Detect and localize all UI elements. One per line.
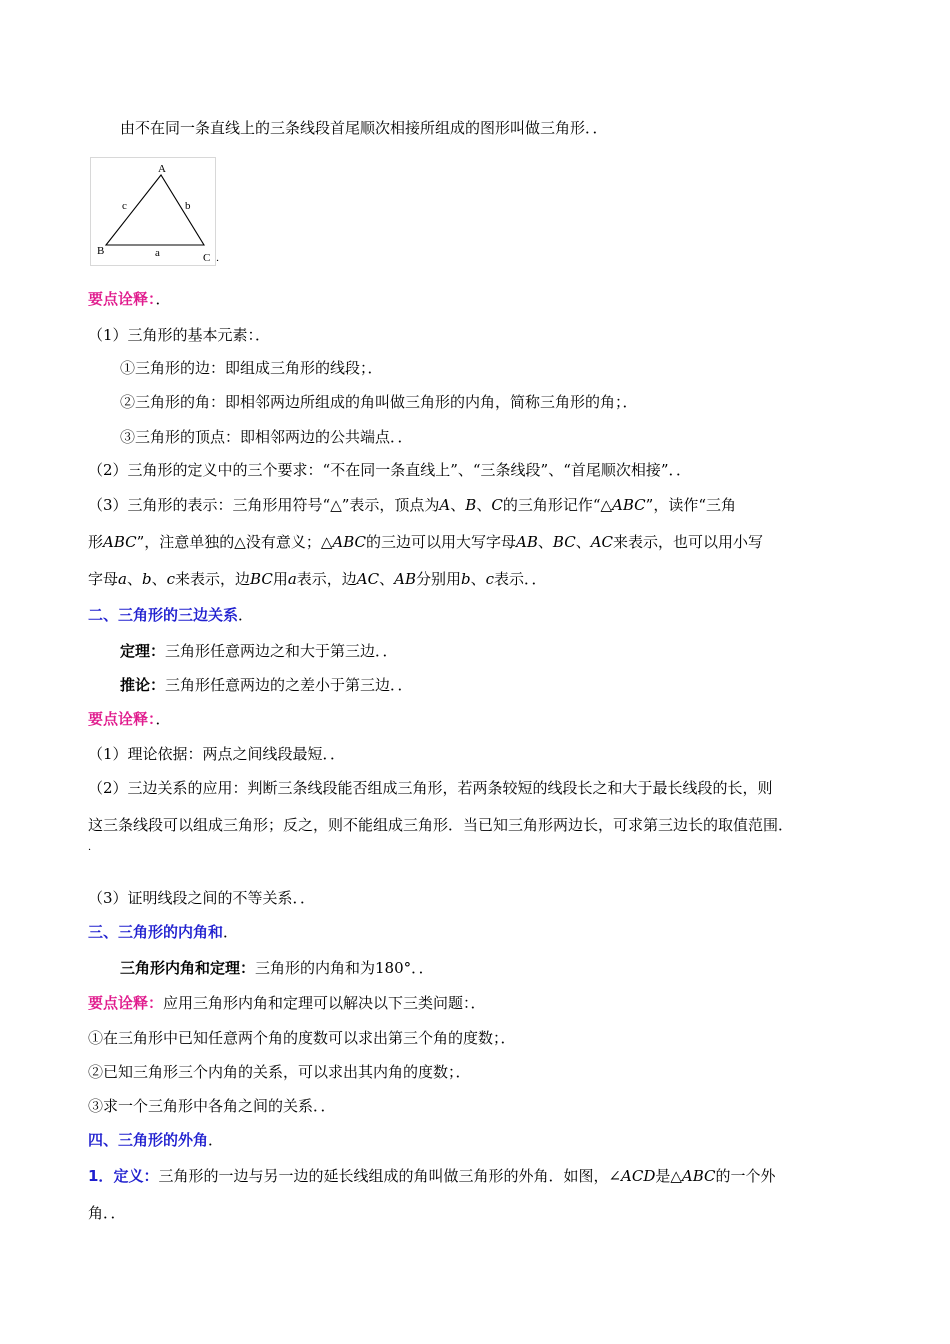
note-trail: ．: [155, 290, 171, 308]
note-heading-1: [88, 289, 171, 309]
note-heading-2: [88, 709, 171, 729]
text-run: 用: [272, 570, 288, 588]
math-var: b: [461, 570, 471, 588]
math-var: BC: [250, 570, 273, 588]
math-var: ACD: [621, 1167, 656, 1185]
note-label: 要点诠释：: [88, 994, 164, 1012]
text-run: 的三边可以用大写字母: [366, 533, 517, 551]
math-var: ABC: [332, 533, 367, 551]
corollary-label: 推论：: [120, 676, 166, 694]
sec3-item2: ②已知三角形三个内角的关系，可以求出其内角的度数；．: [88, 1063, 471, 1081]
sec1-p3-line3: [88, 569, 547, 589]
text-run: 三角形的一边与另一边的延长线组成的角叫做三角形的外角．如图，∠: [158, 1167, 622, 1185]
text-run: 、: [379, 570, 395, 588]
title-trail: ．: [223, 923, 239, 941]
math-var: ABC: [103, 533, 137, 551]
theorem-label: 定理：: [120, 642, 166, 660]
text-run: 、: [450, 496, 466, 514]
text-run: 的一个外: [715, 1167, 776, 1185]
sec1-p2: （2）三角形的定义中的三个要求：“不在同一条直线上”、“三条线段”、“首尾顺次相接”．．: [88, 461, 692, 479]
text-run: 字母: [88, 570, 119, 588]
math-var: BC: [552, 533, 576, 551]
sec1-p1a: ①三角形的边：即组成三角形的线段；．: [120, 359, 383, 377]
exterior-angle-definition-line2: 角．．: [88, 1204, 126, 1222]
side-label-b: b: [185, 200, 191, 212]
theorem-label: 三角形内角和定理：: [120, 959, 256, 977]
math-var: a: [287, 570, 297, 588]
math-var: c: [166, 570, 176, 588]
math-var: c: [485, 570, 495, 588]
math-var: AC: [590, 533, 614, 551]
sec1-p1b: ②三角形的角：即相邻两边所组成的角叫做三角形的内角，简称三角形的角；．: [120, 393, 638, 411]
text-run: 来表示，边: [175, 570, 251, 588]
sec3-item3: ③求一个三角形中各角之间的关系．．: [88, 1097, 336, 1115]
math-var: AC: [356, 570, 380, 588]
text-run: （3）三角形的表示：三角形用符号“△”表示，顶点为: [88, 496, 440, 514]
title-trail: ．: [238, 606, 254, 624]
math-var: ABC: [612, 496, 646, 514]
sec2-p2-line3: ．: [88, 842, 98, 853]
section-title: 二、三角形的三边关系: [88, 606, 239, 624]
triangle-figure: [90, 157, 230, 269]
sec2-p3: （3）证明线段之间的不等关系．．: [88, 889, 316, 907]
text-run: 的三角形记作“△: [502, 496, 613, 514]
corollary-line: [120, 675, 413, 695]
sec1-p3-line2: [88, 532, 763, 552]
title-trail: ．: [208, 1131, 224, 1149]
theorem-line: [120, 641, 398, 661]
vertex-label-a: A: [158, 163, 166, 175]
math-var: AB: [394, 570, 416, 588]
text-run: 、: [126, 570, 142, 588]
sec3-item1: ①在三角形中已知任意两个角的度数可以求出第三个角的度数；．: [88, 1029, 516, 1047]
figure-trail: ．: [216, 253, 226, 264]
math-var: b: [141, 570, 152, 588]
theorem-text: 三角形的内角和为180°．．: [255, 959, 434, 977]
text-run: 表示，边: [296, 570, 357, 588]
sec2-p2-line1: （2）三边关系的应用：判断三条线段能否组成三角形，若两条较短的线段长之和大于最长线段的长，则: [88, 779, 773, 797]
sec2-p2-line2: 这三条线段可以组成三角形；反之，则不能组成三角形．当已知三角形两边长，可求第三边长的取值范围．: [88, 816, 794, 834]
math-var: C: [491, 496, 503, 514]
section-title: 四、三角形的外角: [88, 1131, 209, 1149]
side-label-a: a: [155, 247, 160, 259]
math-var: A: [439, 496, 451, 514]
math-var: B: [465, 496, 477, 514]
section-3-heading: [88, 922, 238, 942]
math-var: AB: [516, 533, 538, 551]
section-4-heading: [88, 1130, 223, 1150]
vertex-label-b: B: [97, 245, 105, 257]
text-run: 形: [88, 533, 104, 551]
math-var: a: [118, 570, 127, 588]
vertex-label-c: C: [203, 252, 211, 264]
section-2-heading: [88, 605, 253, 625]
text-run: 表示．．: [494, 570, 547, 588]
sec2-p1: （1）理论依据：两点之间线段最短．．: [88, 745, 346, 763]
text-run: 来表示，也可以用小写: [613, 533, 764, 551]
sec1-p1c: ③三角形的顶点：即相邻两边的公共端点．．: [120, 428, 413, 446]
text-run: 分别用: [415, 570, 461, 588]
text-run: ”，读作“三角: [645, 496, 736, 514]
text-run: 、: [470, 570, 486, 588]
text-run: 、: [151, 570, 167, 588]
text-run: ”，注意单独的△没有意义；△: [136, 533, 333, 551]
note-trail: ．: [155, 710, 171, 728]
note-label: 要点诠释：: [88, 290, 156, 308]
note-heading-3: [88, 993, 486, 1013]
section-title: 三、三角形的内角和: [88, 923, 224, 941]
corollary-text: 三角形任意两边的之差小于第三边．．: [165, 676, 413, 694]
side-label-c: c: [122, 200, 127, 212]
theorem-text: 三角形任意两边之和大于第三边．．: [165, 642, 398, 660]
def-number: 1．: [88, 1167, 114, 1185]
note-text: 应用三角形内角和定理可以解决以下三类问题：．: [163, 994, 486, 1012]
figure-frame: [91, 158, 216, 266]
def-label: 定义：: [113, 1167, 159, 1185]
text-run: 、: [537, 533, 553, 551]
text-run: 、: [575, 533, 591, 551]
angle-sum-theorem-line: [120, 958, 434, 978]
sec1-p1: （1）三角形的基本元素：．: [88, 326, 271, 344]
math-var: ABC: [681, 1167, 716, 1185]
text-run: 是△: [655, 1167, 682, 1185]
text-run: 、: [476, 496, 492, 514]
exterior-angle-definition-line1: [88, 1166, 776, 1186]
intro-definition: 由不在同一条直线上的三条线段首尾顺次相接所组成的图形叫做三角形．．: [120, 119, 608, 137]
note-label: 要点诠释：: [88, 710, 156, 728]
sec1-p3-line1: [88, 495, 736, 515]
